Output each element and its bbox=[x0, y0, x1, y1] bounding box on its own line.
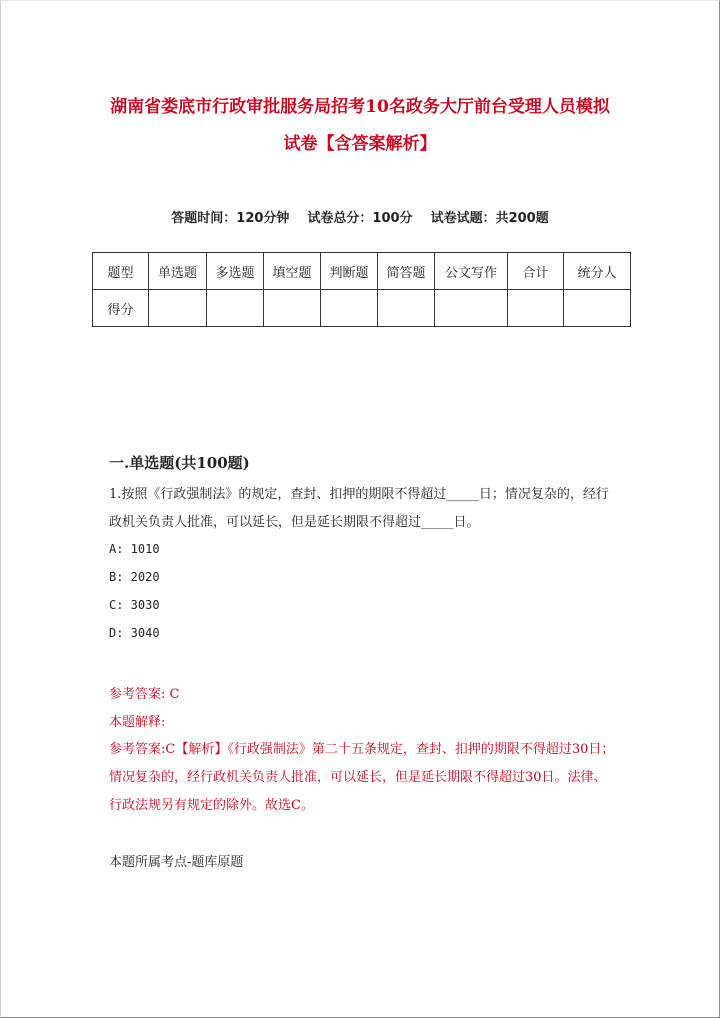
score-table-header-cell: 公文写作 bbox=[435, 253, 508, 290]
option-c: C: 3030 bbox=[109, 598, 160, 612]
score-table-header-cell: 多选题 bbox=[207, 253, 264, 290]
option-a: A: 1010 bbox=[109, 542, 160, 556]
exam-total-score: 试卷总分：100分 bbox=[307, 211, 413, 226]
score-table-header-cell: 单选题 bbox=[149, 253, 207, 290]
score-cell bbox=[207, 290, 264, 327]
score-cell bbox=[378, 290, 435, 327]
score-table-header-cell: 统分人 bbox=[564, 253, 631, 290]
score-cell bbox=[321, 290, 378, 327]
question-text: 1.按照《行政强制法》的规定，查封、扣押的期限不得超过_____日；情况复杂的，经行政机关负责人批准，可以延长，但是延长期限不得超过_____日。 bbox=[109, 487, 609, 530]
score-table-header-cell: 简答题 bbox=[378, 253, 435, 290]
score-cell bbox=[435, 290, 508, 327]
explanation-label: 本题解释: bbox=[109, 715, 166, 730]
option-d: D: 3040 bbox=[109, 626, 160, 640]
score-table-score-row bbox=[93, 290, 631, 327]
reference-answer: 参考答案: C bbox=[109, 687, 180, 702]
exam-question-count: 试卷试题：共200题 bbox=[430, 211, 549, 226]
score-cell bbox=[564, 290, 631, 327]
exam-meta bbox=[0, 207, 720, 226]
score-table-header-row bbox=[93, 253, 631, 290]
document-subtitle: 试卷【含答案解析】 bbox=[283, 134, 437, 154]
score-table-header-cell: 题型 bbox=[93, 253, 149, 290]
score-table-header-cell: 合计 bbox=[508, 253, 564, 290]
section-title: 一.单选题(共100题) bbox=[109, 454, 250, 472]
question-source-note: 本题所属考点-题库原题 bbox=[109, 855, 244, 870]
explanation-text: 参考答案:C【解析】《行政强制法》第二十五条规定，查封、扣押的期限不得超过30日；情况复杂的，经行政机关负责人批准，可以延长，但是延长期限不得超过30日。法律、行政法规另有规定的除外。故选C。 bbox=[109, 742, 615, 813]
document-title: 湖南省娄底市行政审批服务局招考10名政务大厅前台受理人员模拟 bbox=[110, 97, 610, 117]
exam-time: 答题时间：120分钟 bbox=[171, 211, 290, 226]
option-b: B: 2020 bbox=[109, 570, 160, 584]
score-cell bbox=[149, 290, 207, 327]
score-cell bbox=[508, 290, 564, 327]
score-table-header-cell: 填空题 bbox=[264, 253, 321, 290]
score-table-header-cell: 判断题 bbox=[321, 253, 378, 290]
score-row-label: 得分 bbox=[93, 290, 149, 327]
score-table bbox=[92, 252, 631, 327]
score-cell bbox=[264, 290, 321, 327]
